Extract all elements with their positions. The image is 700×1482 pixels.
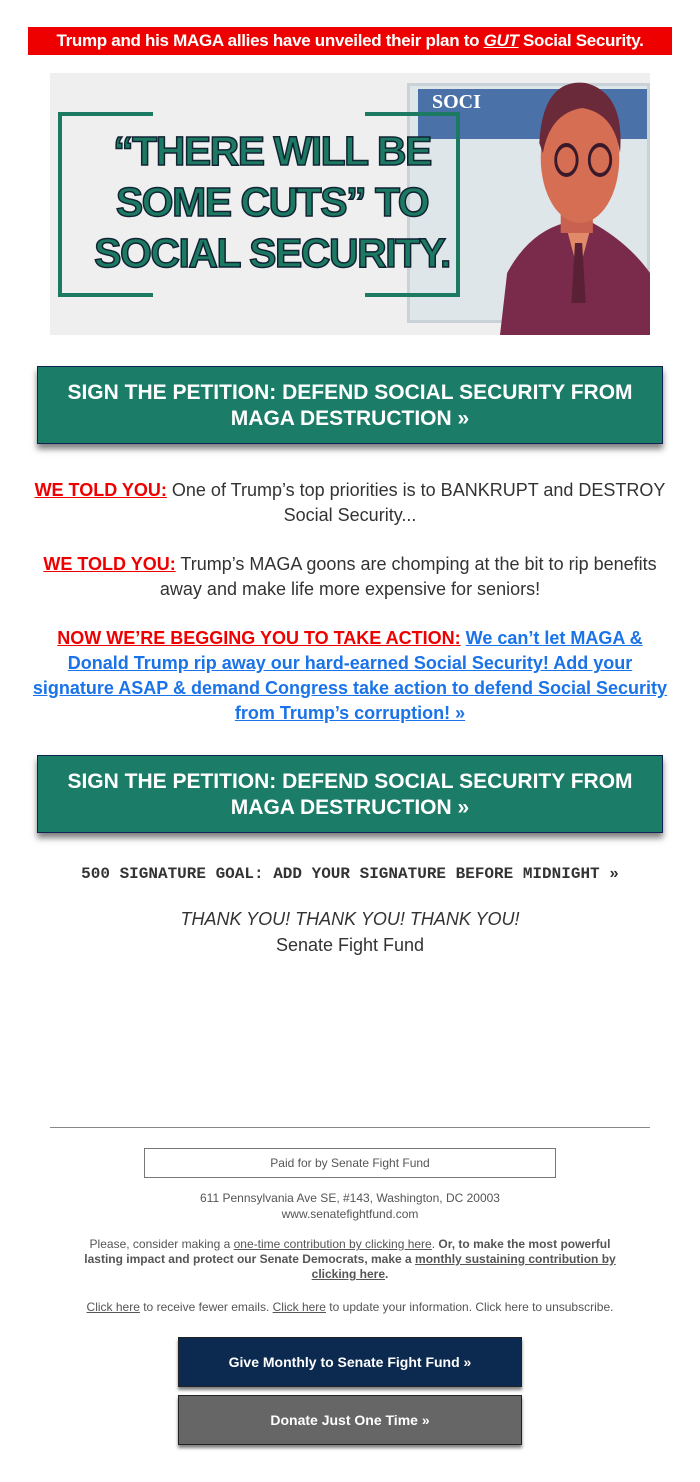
monthly-link[interactable]: monthly sustaining contribution by clicking here	[311, 1252, 616, 1281]
banner-text-end: Social Security.	[518, 31, 644, 50]
sign-petition-button[interactable]: SIGN THE PETITION: DEFEND SOCIAL SECURITY FROM MAGA DESTRUCTION »	[37, 366, 663, 444]
one-time-link[interactable]: one-time contribution by clicking here	[233, 1237, 432, 1251]
divider	[50, 1127, 650, 1128]
email-prefs	[40, 1299, 660, 1315]
fewer-emails-link[interactable]: Click here	[86, 1300, 140, 1314]
banner-emphasis: GUT	[483, 31, 519, 50]
text: .	[431, 1237, 439, 1251]
sign-petition-button-2[interactable]: SIGN THE PETITION: DEFEND SOCIAL SECURITY FROM MAGA DESTRUCTION »	[37, 755, 663, 833]
banner-text: Trump and his MAGA allies have unveiled their plan to	[56, 31, 484, 50]
donate-once-button[interactable]: Donate Just One Time »	[178, 1395, 522, 1445]
paragraph-1	[25, 478, 675, 528]
address: 611 Pennsylvania Ave SE, #143, Washington, DC 20003	[200, 1191, 500, 1205]
paragraph-3	[25, 626, 675, 726]
give-monthly-button[interactable]: Give Monthly to Senate Fight Fund »	[178, 1337, 522, 1387]
text: .	[385, 1267, 389, 1281]
card-title: SOCI	[418, 89, 647, 139]
signature-goal-link[interactable]: 500 SIGNATURE GOAL: ADD YOUR SIGNATURE BEFORE MIDNIGHT »	[81, 865, 619, 883]
text: Please, consider making a	[89, 1237, 234, 1251]
website: www.senatefightfund.com	[281, 1207, 419, 1221]
lead-label: NOW WE’RE BEGGING YOU TO TAKE ACTION:	[57, 628, 461, 648]
signoff: Senate Fight Fund	[275, 935, 425, 955]
lead-label: WE TOLD YOU:	[43, 554, 176, 574]
hero-quote: “THERE WILL BE SOME CUTS” TO SOCIAL SECURITY.	[94, 128, 450, 276]
text: to receive fewer emails.	[139, 1300, 273, 1314]
update-info-link[interactable]: Click here	[272, 1300, 326, 1314]
paragraph-2	[25, 552, 675, 602]
contribution-text	[70, 1237, 630, 1282]
text: to update your information. Click here to unsubscribe.	[325, 1300, 614, 1314]
headline-banner	[28, 27, 672, 55]
paragraph-text: One of Trump’s top priorities is to BANKRUPT and DESTROY Social Security...	[166, 480, 666, 525]
thanks-text: THANK YOU! THANK YOU! THANK YOU!	[180, 909, 520, 929]
bold-text: Or, to make the most powerful lasting impact and protect our Senate Democrats, make a	[84, 1237, 611, 1266]
paid-for-box: Paid for by Senate Fight Fund	[144, 1148, 556, 1178]
person-photo	[500, 73, 650, 335]
lead-label: WE TOLD YOU:	[34, 480, 167, 500]
paragraph-text: Trump’s MAGA goons are chomping at the bit to rip benefits away and make life more expensive for seniors!	[159, 554, 657, 599]
petition-link[interactable]: We can’t let MAGA & Donald Trump rip away our hard-earned Social Security! Add your signature ASAP & demand Congress take action to defend Social Security from Trump’s corruption! »	[32, 628, 668, 723]
hero-image[interactable]	[50, 73, 650, 335]
